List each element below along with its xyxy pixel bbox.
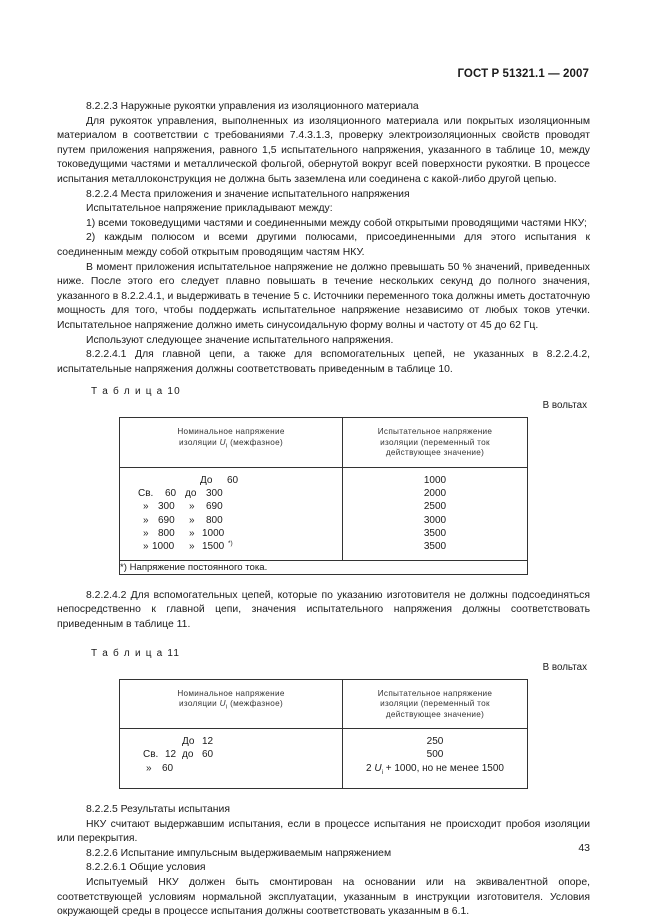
footnote-marker: *): [228, 540, 233, 548]
table-11-col2-header: Испытательное напряжение изоляции (переменный ток действующее значение): [343, 679, 528, 729]
section-heading-8-2-2-3: 8.2.2.3 Наружные рукоятки управления из изоляционного материала: [86, 101, 419, 112]
table-10-col1-header: Номинальное напряжение изоляции $U_i$ (межфазное): [120, 418, 343, 468]
paragraph: 8.2.2.4.2 Для вспомогательных цепей, которые по указанию изготовителя не должны подсоединяться непосредственно к главной цепи, значения испытательного напряжения должны соответствовать приведенным в таблице 11.: [57, 589, 590, 631]
table-body-row: [120, 467, 528, 560]
paragraph: В момент приложения испытательное напряжение не должно превышать 50 % значений, приведенных ниже. После этого его следует плавно повышать в течение нескольких секунд до полного значения, указанного в 8.2.2.4.1, и выдерживать в течение 5 с. Источники переменного тока должны иметь достаточную мощность для того, чтобы поддержать испытательное напряжение независимо от любых токов утечки. Испытательное напряжение должно иметь синусоидальную форму волны и частоту от 45 до 62 Гц.: [57, 261, 590, 331]
table-row: До 60: [200, 474, 239, 486]
table-10-caption-row: [57, 385, 590, 399]
list-item: 2) каждым полюсом и всеми другими полюсами, присоединенными для этого испытания к соединенным между собой открытым проводящим частям НКУ.: [57, 232, 590, 258]
table-11-ranges: [120, 729, 343, 789]
table-10-caption: Т а б л и ц а 10: [91, 386, 181, 398]
paragraph: 8.2.2.4.1 Для главной цепи, а также для вспомогательных цепей, не указанных в 8.2.2.4.2, испытательные напряжения должны соответствовать приведенным в таблице 10.: [57, 349, 590, 375]
table-cell: 2500: [423, 501, 447, 513]
table-11-unit: В вольтах: [542, 661, 587, 673]
page-number: 43: [578, 842, 590, 854]
paragraph: Для рукояток управления, выполненных из изоляционного материала или покрытых изоляционным материалом в соответствии с требованиями 7.4.3.1.3, проверку электроизоляционных свойств проводят путем приложения напряжения, равного 1,5 испытательного напряжения, указанного в таблице 10, между токоведущими частями и металлической фольгой, обернутой вокруг всей поверхности рукоятки. В процессе испытания металлоконструкция не должна быть заземлена или соединена с какой-либо другой цепью.: [57, 115, 590, 185]
table-11: [119, 679, 528, 789]
table-row: » 690 » 800: [143, 514, 223, 526]
table-row: » 800 » 1000: [143, 527, 225, 539]
table-cell: 2000: [423, 488, 447, 500]
table-row: » 60: [146, 762, 174, 774]
table-row: » 300 » 690: [143, 501, 223, 513]
list-item: 1) всеми токоведущими частями и соединенными между собой открытыми проводящими частями НКУ;: [86, 217, 587, 229]
table-10-ranges: [120, 467, 343, 560]
section-heading-8-2-2-5: 8.2.2.5 Результаты испытания: [86, 804, 230, 816]
table-11-caption: Т а б л и ц а 11: [91, 647, 181, 659]
table-10-footnote: *) Напряжение постоянного тока.: [120, 560, 528, 574]
table-cell: 1000: [423, 474, 447, 486]
paragraph: НКУ считают выдержавшим испытания, если в процессе испытания не происходит пробоя изоляции или перекрытия.: [57, 818, 590, 845]
table-10-unit: В вольтах: [542, 400, 587, 412]
table-cell-formula: 2 $U_i + 1000$, но не менее 1500: [366, 762, 504, 776]
section-heading-8-2-2-6: 8.2.2.6 Испытание импульсным выдерживаемым напряжением: [86, 847, 392, 859]
table-11-values: [343, 729, 528, 789]
document-header: ГОСТ Р 51321.1 — 2007: [457, 68, 589, 80]
table-row: До 12: [182, 736, 214, 748]
table-row: » 1000 » 1500 *): [120, 540, 342, 553]
paragraph: Испытательное напряжение прикладывают между:: [86, 203, 333, 215]
table-10-unit-row: [57, 399, 590, 417]
table-11-caption-row: [57, 647, 590, 661]
page-content: [57, 100, 590, 920]
table-body-row: [120, 729, 528, 789]
table-row: Св. 12 до 60: [143, 749, 214, 761]
section-heading-8-2-2-4: 8.2.2.4 Места приложения и значение испытательного напряжения: [86, 188, 410, 200]
table-10: [119, 417, 528, 575]
table-cell: 500: [426, 749, 444, 761]
table-11-col1-header: Номинальное напряжение изоляции $U_i$ (межфазное): [120, 679, 343, 729]
table-cell: 3000: [423, 514, 447, 526]
table-11-unit-row: [57, 661, 590, 679]
table-10-values: [343, 467, 528, 560]
table-row: Св. 60 до 300: [138, 488, 223, 500]
table-cell: 3500: [423, 541, 447, 553]
table-10-col2-header: Испытательное напряжение изоляции (переменный ток действующее значение): [343, 418, 528, 468]
table-cell: 250: [426, 736, 444, 748]
table-header-row: [120, 679, 528, 729]
table-cell: 3500: [423, 527, 447, 539]
table-footnote-row: [120, 560, 528, 574]
table-header-row: [120, 418, 528, 468]
section-heading-8-2-2-6-1: 8.2.2.6.1 Общие условия: [86, 862, 206, 874]
paragraph: Используют следующее значение испытательного напряжения.: [86, 334, 394, 346]
paragraph: Испытуемый НКУ должен быть смонтирован на основании или на эквивалентной опоре, соответствующей условиям нормальной эксплуатации, указанным в инструкции изготовителя. Условия окружающей среды в процессе испытания должны соответствовать указанным в 6.1.: [57, 877, 590, 918]
